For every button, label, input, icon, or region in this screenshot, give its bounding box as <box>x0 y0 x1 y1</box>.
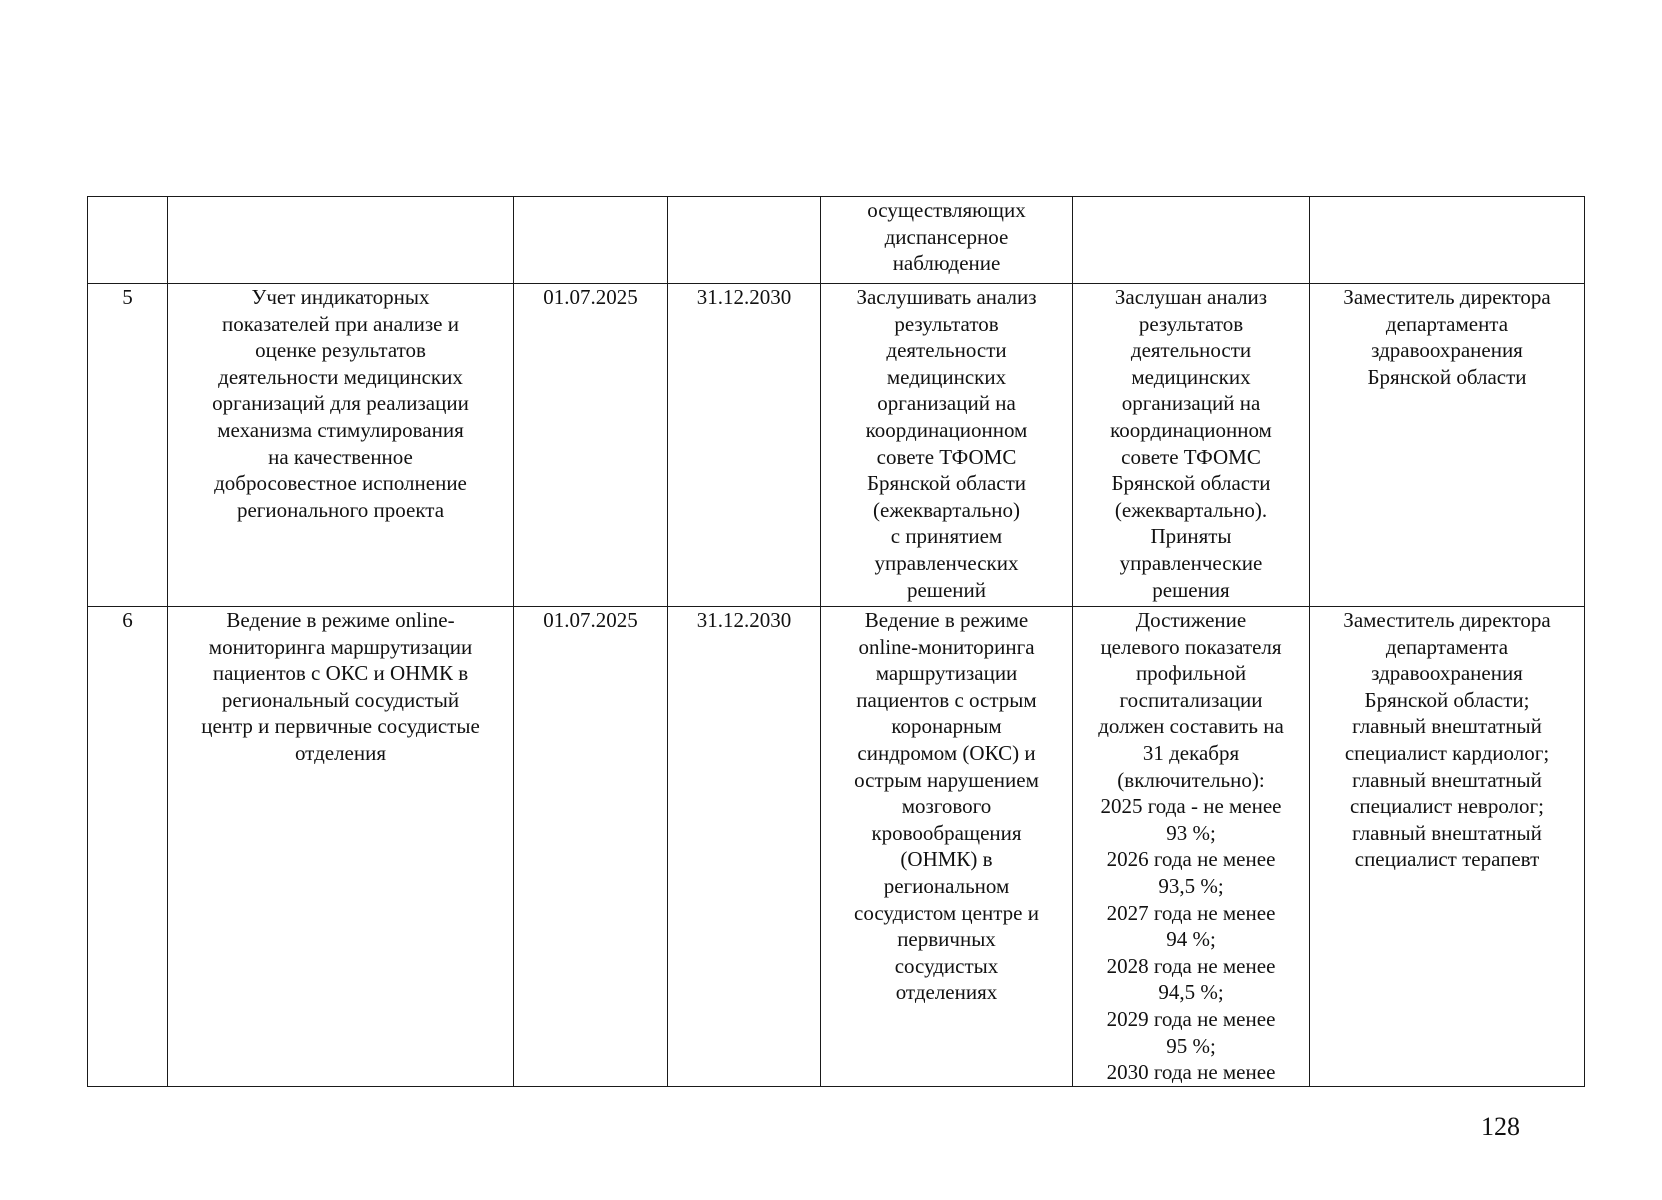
cell-end-date <box>668 284 821 607</box>
cell-event <box>168 607 514 1087</box>
cell-end-date <box>668 607 821 1087</box>
cell-start-date <box>514 197 668 284</box>
cell-activity <box>821 607 1073 1087</box>
event-text: Учет индикаторных показателей при анализе и оценке результатов деятельности медицинских организаций для реализации механизма стимулирования на качественное добросовестное исполнение регионального проекта <box>212 285 469 522</box>
activity-text: Заслушивать анализ результатов деятельности медицинских организаций на координационном совете ТФОМС Брянской области (ежеквартально) с принятием управленческих решений <box>856 285 1037 602</box>
cell-result <box>1073 607 1310 1087</box>
page-number: 128 <box>1481 1112 1520 1141</box>
cell-event <box>168 197 514 284</box>
start-date: 01.07.2025 <box>543 285 638 309</box>
responsible-text: Заместитель директора департамента здравоохранения Брянской области <box>1343 285 1551 389</box>
activity-text: осуществляющих диспансерное наблюдение <box>867 198 1026 276</box>
cell-activity <box>821 197 1073 284</box>
cell-number <box>88 284 168 607</box>
cell-number <box>88 197 168 284</box>
cell-start-date <box>514 607 668 1087</box>
start-date: 01.07.2025 <box>543 608 638 632</box>
cell-number <box>88 607 168 1087</box>
end-date: 31.12.2030 <box>696 285 792 309</box>
result-text: Заслушан анализ результатов деятельности медицинских организаций на координационном совете ТФОМС Брянской области (ежеквартально). Приняты управленческие решения <box>1110 285 1272 602</box>
table-row-continuation <box>88 197 1585 284</box>
activity-text: Ведение в режиме online-мониторинга маршрутизации пациентов с острым коронарным синдромом (ОКС) и острым нарушением мозгового кровообращения (ОНМК) в региональном сосудистом центре и первичных сосудистых отделениях <box>854 608 1039 1005</box>
result-text: Достижение целевого показателя профильной госпитализации должен составить на 31 декабря (включительно): 2025 года - не менее 93 %; 2026 года не менее 93,5 %; 2027 года не менее 94 %; 2028 года не менее 94,5 %; 2029 года не менее 95 %; 2030 года не менее <box>1098 608 1284 1085</box>
cell-responsible <box>1310 607 1585 1087</box>
cell-activity <box>821 284 1073 607</box>
responsible-text: Заместитель директора департамента здравоохранения Брянской области; главный внештатный специалист кардиолог; главный внештатный специалист невролог; главный внештатный специалист терапевт <box>1343 608 1551 872</box>
table-row <box>88 284 1585 607</box>
cell-end-date <box>668 197 821 284</box>
cell-result <box>1073 284 1310 607</box>
table-row <box>88 607 1585 1087</box>
cell-responsible <box>1310 284 1585 607</box>
cell-event <box>168 284 514 607</box>
row-number: 5 <box>122 285 133 309</box>
cell-responsible <box>1310 197 1585 284</box>
end-date: 31.12.2030 <box>696 608 792 632</box>
cell-start-date <box>514 284 668 607</box>
cell-result <box>1073 197 1310 284</box>
plan-table <box>87 196 1585 1087</box>
row-number: 6 <box>122 608 133 632</box>
event-text: Ведение в режиме online- мониторинга маршрутизации пациентов с ОКС и ОНМК в региональный сосудистый центр и первичные сосудистые отделения <box>201 608 480 765</box>
